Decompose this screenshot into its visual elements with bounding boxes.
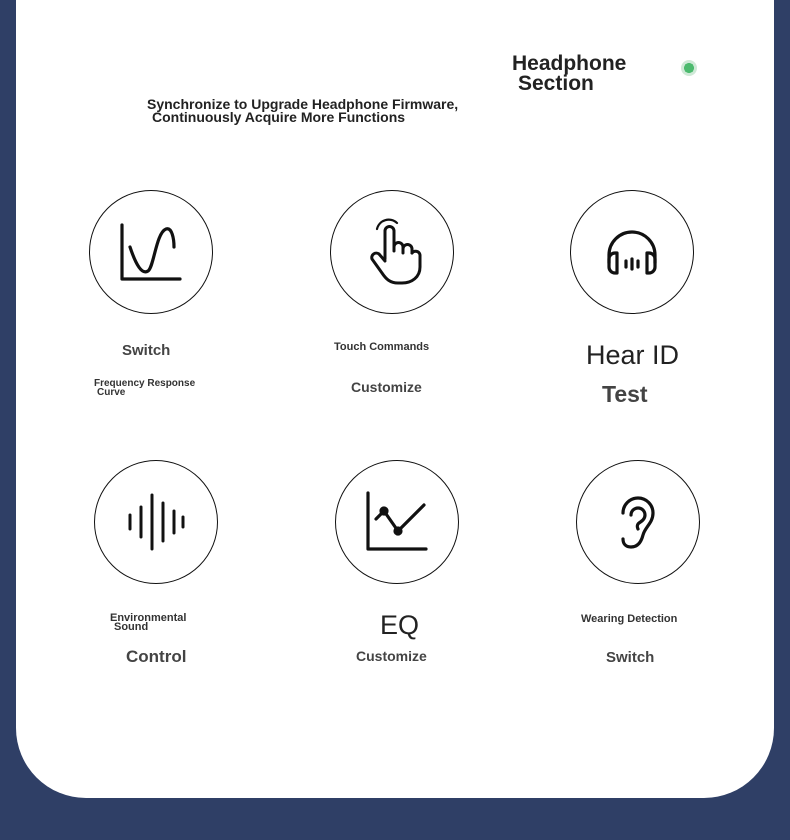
touch-customize-label: Customize xyxy=(351,379,422,395)
subtitle-line-1: Synchronize to Upgrade Headphone Firmware, xyxy=(147,96,459,112)
wearing-small-label: Wearing Detection xyxy=(581,613,678,625)
eq-title: EQ xyxy=(380,610,420,640)
wearing-switch-label: Switch xyxy=(606,649,655,666)
frequency-switch-label: Switch xyxy=(122,342,171,359)
ambient-sub-line-1: Environmental xyxy=(110,612,187,624)
frequency-sub-line-2: Curve xyxy=(97,387,126,398)
touch-small-label: Touch Commands xyxy=(334,341,430,353)
eq-graph-icon[interactable] xyxy=(335,460,459,584)
title-line-2: Section xyxy=(518,72,594,95)
touch-hand-icon[interactable] xyxy=(330,190,454,314)
hearid-test-label: Test xyxy=(602,381,648,407)
section-title xyxy=(512,54,626,94)
subtitle-line-2: Continuously Acquire More Functions xyxy=(152,109,406,125)
frequency-sub-label xyxy=(94,379,195,397)
sound-wave-icon[interactable] xyxy=(94,460,218,584)
headphones-icon[interactable] xyxy=(570,190,694,314)
ambient-sub-line-2: Sound xyxy=(114,621,149,633)
frequency-sub-line-1: Frequency Response xyxy=(94,378,196,389)
section-subtitle xyxy=(147,98,458,124)
curve-chart-icon[interactable] xyxy=(89,190,213,314)
status-dot-icon xyxy=(681,60,697,76)
ambient-sub-label xyxy=(110,614,186,632)
ambient-control-label: Control xyxy=(126,647,187,666)
title-line-1: Headphone xyxy=(512,52,627,75)
hearid-title: Hear ID xyxy=(586,340,680,370)
eq-customize-label: Customize xyxy=(356,648,427,664)
ear-icon[interactable] xyxy=(576,460,700,584)
